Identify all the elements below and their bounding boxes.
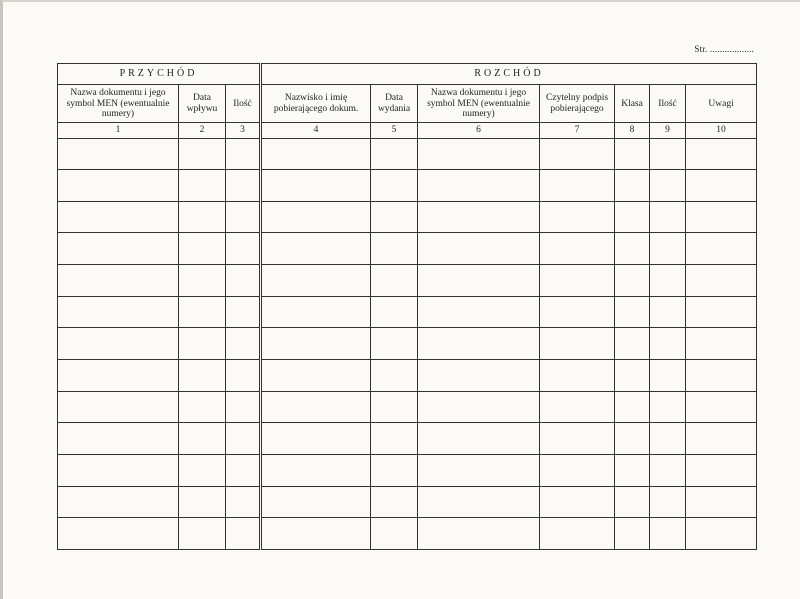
ledger-row — [58, 296, 757, 328]
ledger-cell[interactable] — [58, 454, 179, 486]
ledger-cell[interactable] — [179, 486, 226, 518]
ledger-cell[interactable] — [540, 423, 615, 455]
ledger-cell[interactable] — [371, 360, 418, 392]
ledger-row — [58, 454, 757, 486]
ledger-cell[interactable] — [226, 328, 261, 360]
ledger-cell[interactable] — [615, 360, 650, 392]
ledger-cell[interactable] — [650, 233, 686, 265]
ledger-cell[interactable] — [615, 138, 650, 170]
ledger-cell[interactable] — [58, 391, 179, 423]
ledger-cell[interactable] — [179, 138, 226, 170]
ledger-cell[interactable] — [226, 391, 261, 423]
ledger-cell[interactable] — [58, 265, 179, 297]
ledger-row — [58, 233, 757, 265]
ledger-cell[interactable] — [650, 360, 686, 392]
ledger-cell[interactable] — [261, 486, 371, 518]
column-header: Ilość — [650, 85, 686, 123]
ledger-cell[interactable] — [615, 454, 650, 486]
ledger-cell[interactable] — [261, 296, 371, 328]
ledger-cell[interactable] — [58, 328, 179, 360]
ledger-cell[interactable] — [226, 518, 261, 550]
ledger-cell[interactable] — [540, 296, 615, 328]
ledger-row — [58, 201, 757, 233]
column-number: 7 — [540, 123, 615, 138]
ledger-cell[interactable] — [58, 486, 179, 518]
ledger-cell[interactable] — [261, 201, 371, 233]
column-number: 9 — [650, 123, 686, 138]
ledger-cell[interactable] — [540, 201, 615, 233]
ledger-cell[interactable] — [371, 423, 418, 455]
column-number: 10 — [686, 123, 757, 138]
ledger-cell[interactable] — [540, 454, 615, 486]
ledger-cell[interactable] — [686, 360, 757, 392]
ledger-cell[interactable] — [371, 233, 418, 265]
column-number: 5 — [371, 123, 418, 138]
ledger-cell[interactable] — [58, 296, 179, 328]
ledger-cell[interactable] — [179, 233, 226, 265]
ledger-cell[interactable] — [615, 265, 650, 297]
ledger-cell[interactable] — [615, 518, 650, 550]
ledger-cell[interactable] — [540, 328, 615, 360]
column-number: 2 — [179, 123, 226, 138]
ledger-cell[interactable] — [615, 201, 650, 233]
column-number-row — [58, 123, 757, 138]
ledger-cell[interactable] — [226, 170, 261, 202]
ledger-cell[interactable] — [226, 265, 261, 297]
ledger-cell[interactable] — [226, 201, 261, 233]
ledger-cell[interactable] — [371, 138, 418, 170]
ledger-cell[interactable] — [650, 201, 686, 233]
ledger-cell[interactable] — [179, 454, 226, 486]
ledger-row — [58, 391, 757, 423]
ledger-cell[interactable] — [418, 328, 540, 360]
column-header: Data wydania — [371, 85, 418, 123]
ledger-cell[interactable] — [261, 138, 371, 170]
ledger-cell[interactable] — [650, 296, 686, 328]
column-number: 3 — [226, 123, 261, 138]
column-header: Data wpływu — [179, 85, 226, 123]
ledger-cell[interactable] — [686, 391, 757, 423]
ledger-cell[interactable] — [650, 265, 686, 297]
ledger-cell[interactable] — [371, 518, 418, 550]
ledger-cell[interactable] — [686, 328, 757, 360]
ledger-cell[interactable] — [179, 201, 226, 233]
ledger-cell[interactable] — [226, 486, 261, 518]
ledger-cell[interactable] — [261, 518, 371, 550]
ledger-cell[interactable] — [58, 138, 179, 170]
ledger-cell[interactable] — [540, 518, 615, 550]
ledger-cell[interactable] — [261, 454, 371, 486]
ledger-cell[interactable] — [371, 201, 418, 233]
ledger-cell[interactable] — [418, 138, 540, 170]
ledger-cell[interactable] — [179, 296, 226, 328]
ledger-cell[interactable] — [615, 170, 650, 202]
ledger-cell[interactable] — [371, 170, 418, 202]
ledger-cell[interactable] — [179, 170, 226, 202]
ledger-cell[interactable] — [226, 454, 261, 486]
ledger-cell[interactable] — [58, 423, 179, 455]
ledger-cell[interactable] — [686, 486, 757, 518]
ledger-cell[interactable] — [261, 423, 371, 455]
ledger-cell[interactable] — [615, 233, 650, 265]
ledger-cell[interactable] — [650, 518, 686, 550]
ledger-cell[interactable] — [226, 138, 261, 170]
ledger-cell[interactable] — [418, 454, 540, 486]
ledger-cell[interactable] — [686, 138, 757, 170]
ledger-cell[interactable] — [418, 518, 540, 550]
ledger-cell[interactable] — [179, 423, 226, 455]
ledger-cell[interactable] — [686, 296, 757, 328]
ledger-row — [58, 138, 757, 170]
ledger-cell[interactable] — [58, 360, 179, 392]
ledger-cell[interactable] — [418, 391, 540, 423]
ledger-cell[interactable] — [58, 170, 179, 202]
ledger-cell[interactable] — [540, 486, 615, 518]
ledger-cell[interactable] — [650, 170, 686, 202]
ledger-cell[interactable] — [226, 423, 261, 455]
ledger-row — [58, 170, 757, 202]
ledger-cell[interactable] — [226, 233, 261, 265]
ledger-cell[interactable] — [540, 265, 615, 297]
ledger-cell[interactable] — [58, 518, 179, 550]
column-number: 1 — [58, 123, 179, 138]
ledger-cell[interactable] — [179, 328, 226, 360]
column-number: 6 — [418, 123, 540, 138]
ledger-cell[interactable] — [261, 360, 371, 392]
column-header: Klasa — [615, 85, 650, 123]
ledger-cell[interactable] — [58, 201, 179, 233]
ledger-cell[interactable] — [540, 233, 615, 265]
ledger-cell[interactable] — [418, 233, 540, 265]
ledger-cell[interactable] — [615, 296, 650, 328]
ledger-cell[interactable] — [179, 360, 226, 392]
ledger-cell[interactable] — [371, 296, 418, 328]
ledger-cell[interactable] — [179, 518, 226, 550]
ledger-cell[interactable] — [418, 265, 540, 297]
ledger-cell[interactable] — [615, 391, 650, 423]
ledger-cell[interactable] — [418, 201, 540, 233]
ledger-cell[interactable] — [371, 265, 418, 297]
income-section-header: PRZYCHÓD — [58, 64, 261, 85]
ledger-row — [58, 518, 757, 550]
section-row — [58, 64, 757, 85]
column-header: Nazwa dokumentu i jego symbol MEN (ewentualnie numery) — [418, 85, 540, 123]
page-number-field: Str. .................. — [694, 44, 754, 54]
column-header: Ilość — [226, 85, 261, 123]
ledger-cell[interactable] — [686, 201, 757, 233]
ledger-cell[interactable] — [650, 328, 686, 360]
ledger-cell[interactable] — [418, 360, 540, 392]
ledger-row — [58, 265, 757, 297]
outgoing-section-header: ROZCHÓD — [261, 64, 757, 85]
ledger-cell[interactable] — [371, 328, 418, 360]
column-number: 8 — [615, 123, 650, 138]
ledger-cell[interactable] — [650, 486, 686, 518]
ledger-cell[interactable] — [418, 486, 540, 518]
ledger-cell[interactable] — [650, 423, 686, 455]
ledger-cell[interactable] — [58, 233, 179, 265]
ledger-cell[interactable] — [371, 486, 418, 518]
column-header: Nazwisko i imię pobierającego dokum. — [261, 85, 371, 123]
ledger-cell[interactable] — [686, 518, 757, 550]
ledger-cell[interactable] — [615, 486, 650, 518]
ledger-cell[interactable] — [371, 454, 418, 486]
ledger-cell[interactable] — [418, 170, 540, 202]
ledger-cell[interactable] — [650, 454, 686, 486]
ledger-cell[interactable] — [686, 233, 757, 265]
ledger-cell[interactable] — [686, 170, 757, 202]
ledger-cell[interactable] — [540, 391, 615, 423]
ledger-cell[interactable] — [261, 233, 371, 265]
ledger-cell[interactable] — [650, 391, 686, 423]
column-header: Nazwa dokumentu i jego symbol MEN (ewentualnie numery) — [58, 85, 179, 123]
ledger-cell[interactable] — [540, 170, 615, 202]
ledger-cell[interactable] — [540, 138, 615, 170]
ledger-row — [58, 423, 757, 455]
ledger-cell[interactable] — [261, 328, 371, 360]
ledger-cell[interactable] — [615, 328, 650, 360]
ledger-cell[interactable] — [261, 391, 371, 423]
ledger-cell[interactable] — [686, 423, 757, 455]
ledger-cell[interactable] — [226, 296, 261, 328]
ledger-cell[interactable] — [179, 391, 226, 423]
ledger-cell[interactable] — [540, 360, 615, 392]
ledger-cell[interactable] — [686, 265, 757, 297]
ledger-cell[interactable] — [615, 423, 650, 455]
ledger-cell[interactable] — [650, 138, 686, 170]
ledger-cell[interactable] — [686, 454, 757, 486]
ledger-row — [58, 328, 757, 360]
ledger-cell[interactable] — [261, 265, 371, 297]
ledger-cell[interactable] — [226, 360, 261, 392]
register-table — [57, 63, 757, 550]
ledger-cell[interactable] — [418, 296, 540, 328]
column-number: 4 — [261, 123, 371, 138]
ledger-row — [58, 486, 757, 518]
ledger-cell[interactable] — [179, 265, 226, 297]
ledger-cell[interactable] — [418, 423, 540, 455]
column-header: Uwagi — [686, 85, 757, 123]
ledger-row — [58, 360, 757, 392]
ledger-cell[interactable] — [371, 391, 418, 423]
column-header: Czytelny podpis pobierającego — [540, 85, 615, 123]
column-header-row — [58, 85, 757, 123]
ledger-cell[interactable] — [261, 170, 371, 202]
